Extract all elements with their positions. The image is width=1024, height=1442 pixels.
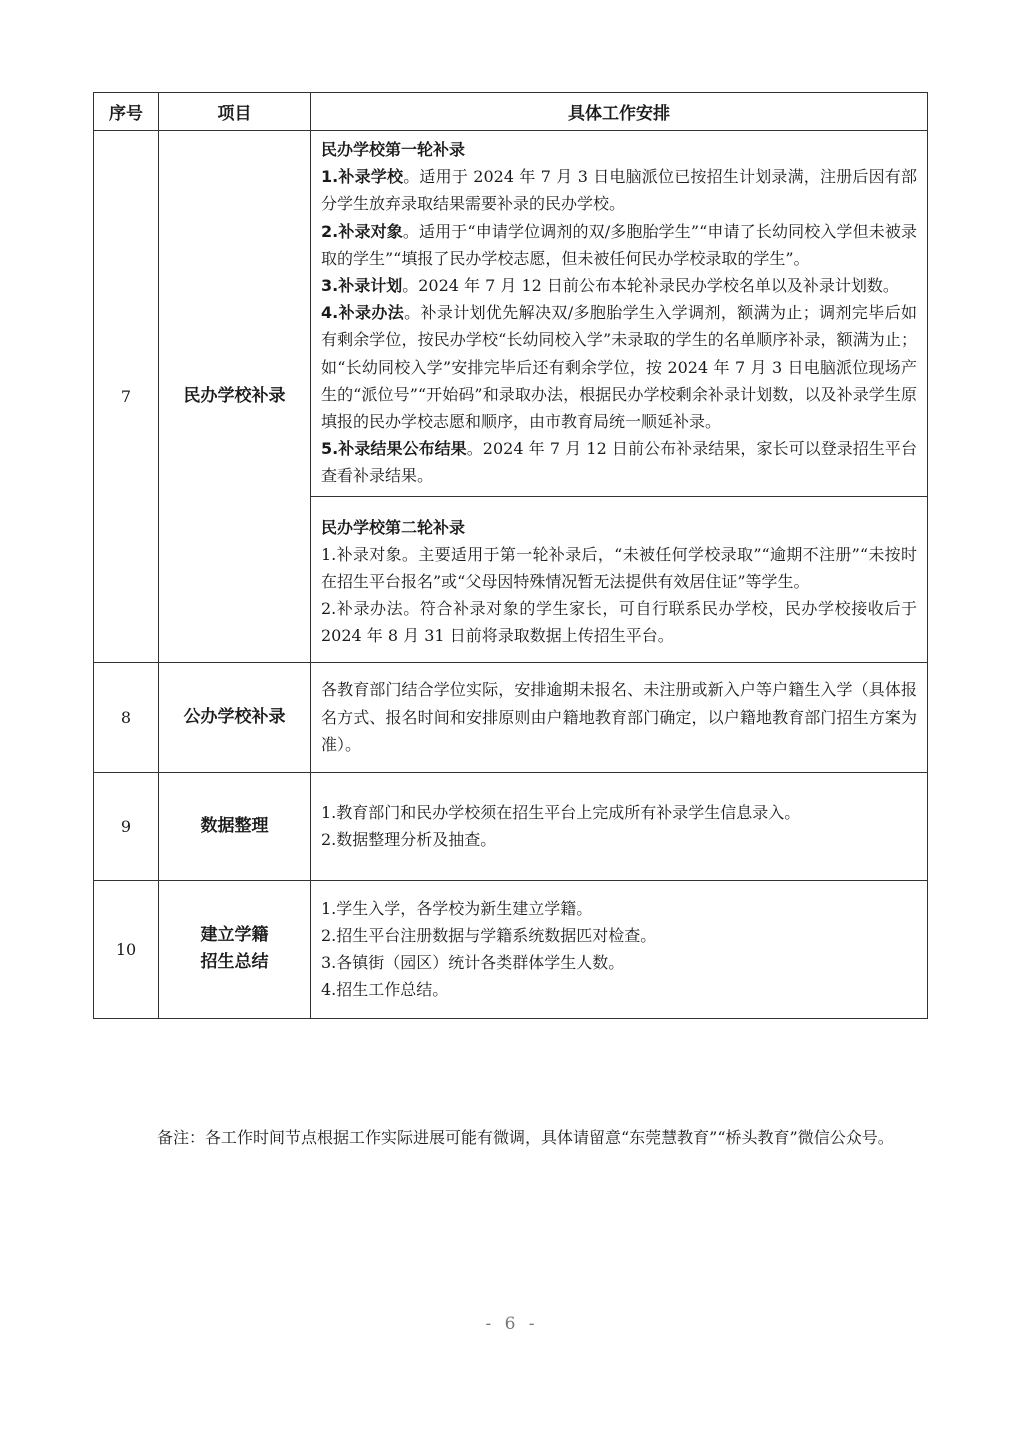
- row-number: 7: [94, 131, 159, 663]
- paragraph-text: 。适用于“申请学位调剂的双/多胞胎学生”“申请了长幼同校入学但未被录取的学生”“填报了民办学校志愿，但未被任何民办学校录取的学生”。: [321, 221, 917, 268]
- private-school-round2-cell: [311, 496, 928, 662]
- round2-title: 民办学校第二轮补录: [321, 517, 466, 537]
- row-item: [159, 880, 311, 1018]
- data-sorting-line: 2.数据整理分析及抽查。: [321, 830, 497, 850]
- page-number: - 6 -: [485, 1314, 539, 1334]
- table-row: [94, 131, 928, 497]
- round1-paragraph: [321, 218, 917, 272]
- round2-paragraph: 2.补录办法。符合补录对象的学生家长，可自行联系民办学校，民办学校接收后于 2024 年 8 月 31 日前将录取数据上传招生平台。: [321, 599, 917, 646]
- data-sorting-cell: [311, 772, 928, 880]
- round1-paragraph: [321, 299, 917, 435]
- row-number: 8: [94, 662, 159, 772]
- row-item-line: 建立学籍: [200, 925, 269, 946]
- remark-note: 备注：各工作时间节点根据工作实际进展可能有微调，具体请留意“东莞慧教育”“桥头教育”微信公众号。: [157, 1128, 894, 1147]
- paragraph-text: 。适用于 2024 年 7 月 3 日电脑派位已按招生计划录满，注册后因有部分学生放弃录取结果需要补录的民办学校。: [321, 167, 917, 214]
- work-arrangement-table: [93, 92, 928, 1019]
- round1-paragraph: [321, 272, 917, 299]
- row-item-line: 招生总结: [200, 952, 269, 973]
- header-serial-number: 序号: [94, 93, 159, 131]
- table-row: [94, 662, 928, 772]
- row-item: 公办学校补录: [159, 662, 311, 772]
- paragraph-text: 。补录计划优先解决双/多胞胎学生入学调剂，额满为止；调剂完毕后如有剩余学位，按民办学校“长幼同校入学”未录取的学生的名单顺序补录，额满为止；如“长幼同校入学”安排完毕后还有剩余学位，按 2024 年 7 月 3 日电脑派位现场产生的“派位号”“开始码”和录取办法，根据民办学校剩余补录计划数，以及补录学生原填报的民办学校志愿和顺序，由市教育局统一顺延补录。: [321, 303, 917, 432]
- paragraph-text: 。2024 年 7 月 12 日前公布本轮补录民办学校名单以及补录计划数。: [402, 276, 899, 296]
- summary-line: 1.学生入学，各学校为新生建立学籍。: [321, 898, 593, 918]
- public-school-cell: [311, 662, 928, 772]
- private-school-round1-cell: [311, 131, 928, 497]
- paragraph-lead: 3.补录计划: [321, 276, 403, 296]
- summary-line: 3.各镇街（园区）统计各类群体学生人数。: [321, 953, 625, 973]
- round1-paragraph: [321, 163, 917, 217]
- row-item: 民办学校补录: [159, 131, 311, 663]
- round1-title: 民办学校第一轮补录: [321, 140, 466, 159]
- paragraph-lead: 5.补录结果公布结果: [321, 439, 467, 459]
- header-work-arrangement: 具体工作安排: [311, 93, 928, 131]
- paragraph-lead: 2.补录对象: [321, 221, 403, 241]
- row-number: 10: [94, 880, 159, 1018]
- row-item: 数据整理: [159, 772, 311, 880]
- summary-line: 4.招生工作总结。: [321, 980, 449, 1000]
- public-school-text: 各教育部门结合学位实际，安排逾期未报名、未注册或新入户等户籍生入学（具体报名方式、报名时间和安排原则由户籍地教育部门确定，以户籍地教育部门招生方案为准）。: [321, 680, 917, 754]
- table-row: [94, 880, 928, 1018]
- data-sorting-line: 1.教育部门和民办学校须在招生平台上完成所有补录学生信息录入。: [321, 802, 801, 822]
- paragraph-lead: 1.补录学校: [321, 167, 404, 187]
- round1-paragraph: [321, 435, 917, 489]
- table-header-row: [94, 93, 928, 131]
- row-number: 9: [94, 772, 159, 880]
- summary-line: 2.招生平台注册数据与学籍系统数据匹对检查。: [321, 925, 657, 945]
- header-item: 项目: [159, 93, 311, 131]
- table-row: [94, 772, 928, 880]
- work-arrangement-table-wrapper: [93, 92, 927, 1019]
- paragraph-lead: 4.补录办法: [321, 303, 405, 323]
- paragraph-text: 。2024 年 7 月 12 日前公布补录结果，家长可以登录招生平台查看补录结果。: [321, 439, 917, 486]
- registration-summary-cell: [311, 880, 928, 1018]
- round2-paragraph: 1.补录对象。主要适用于第一轮补录后，“未被任何学校录取”“逾期不注册”“未按时在招生平台报名”或“父母因特殊情况暂无法提供有效居住证”等学生。: [321, 544, 917, 592]
